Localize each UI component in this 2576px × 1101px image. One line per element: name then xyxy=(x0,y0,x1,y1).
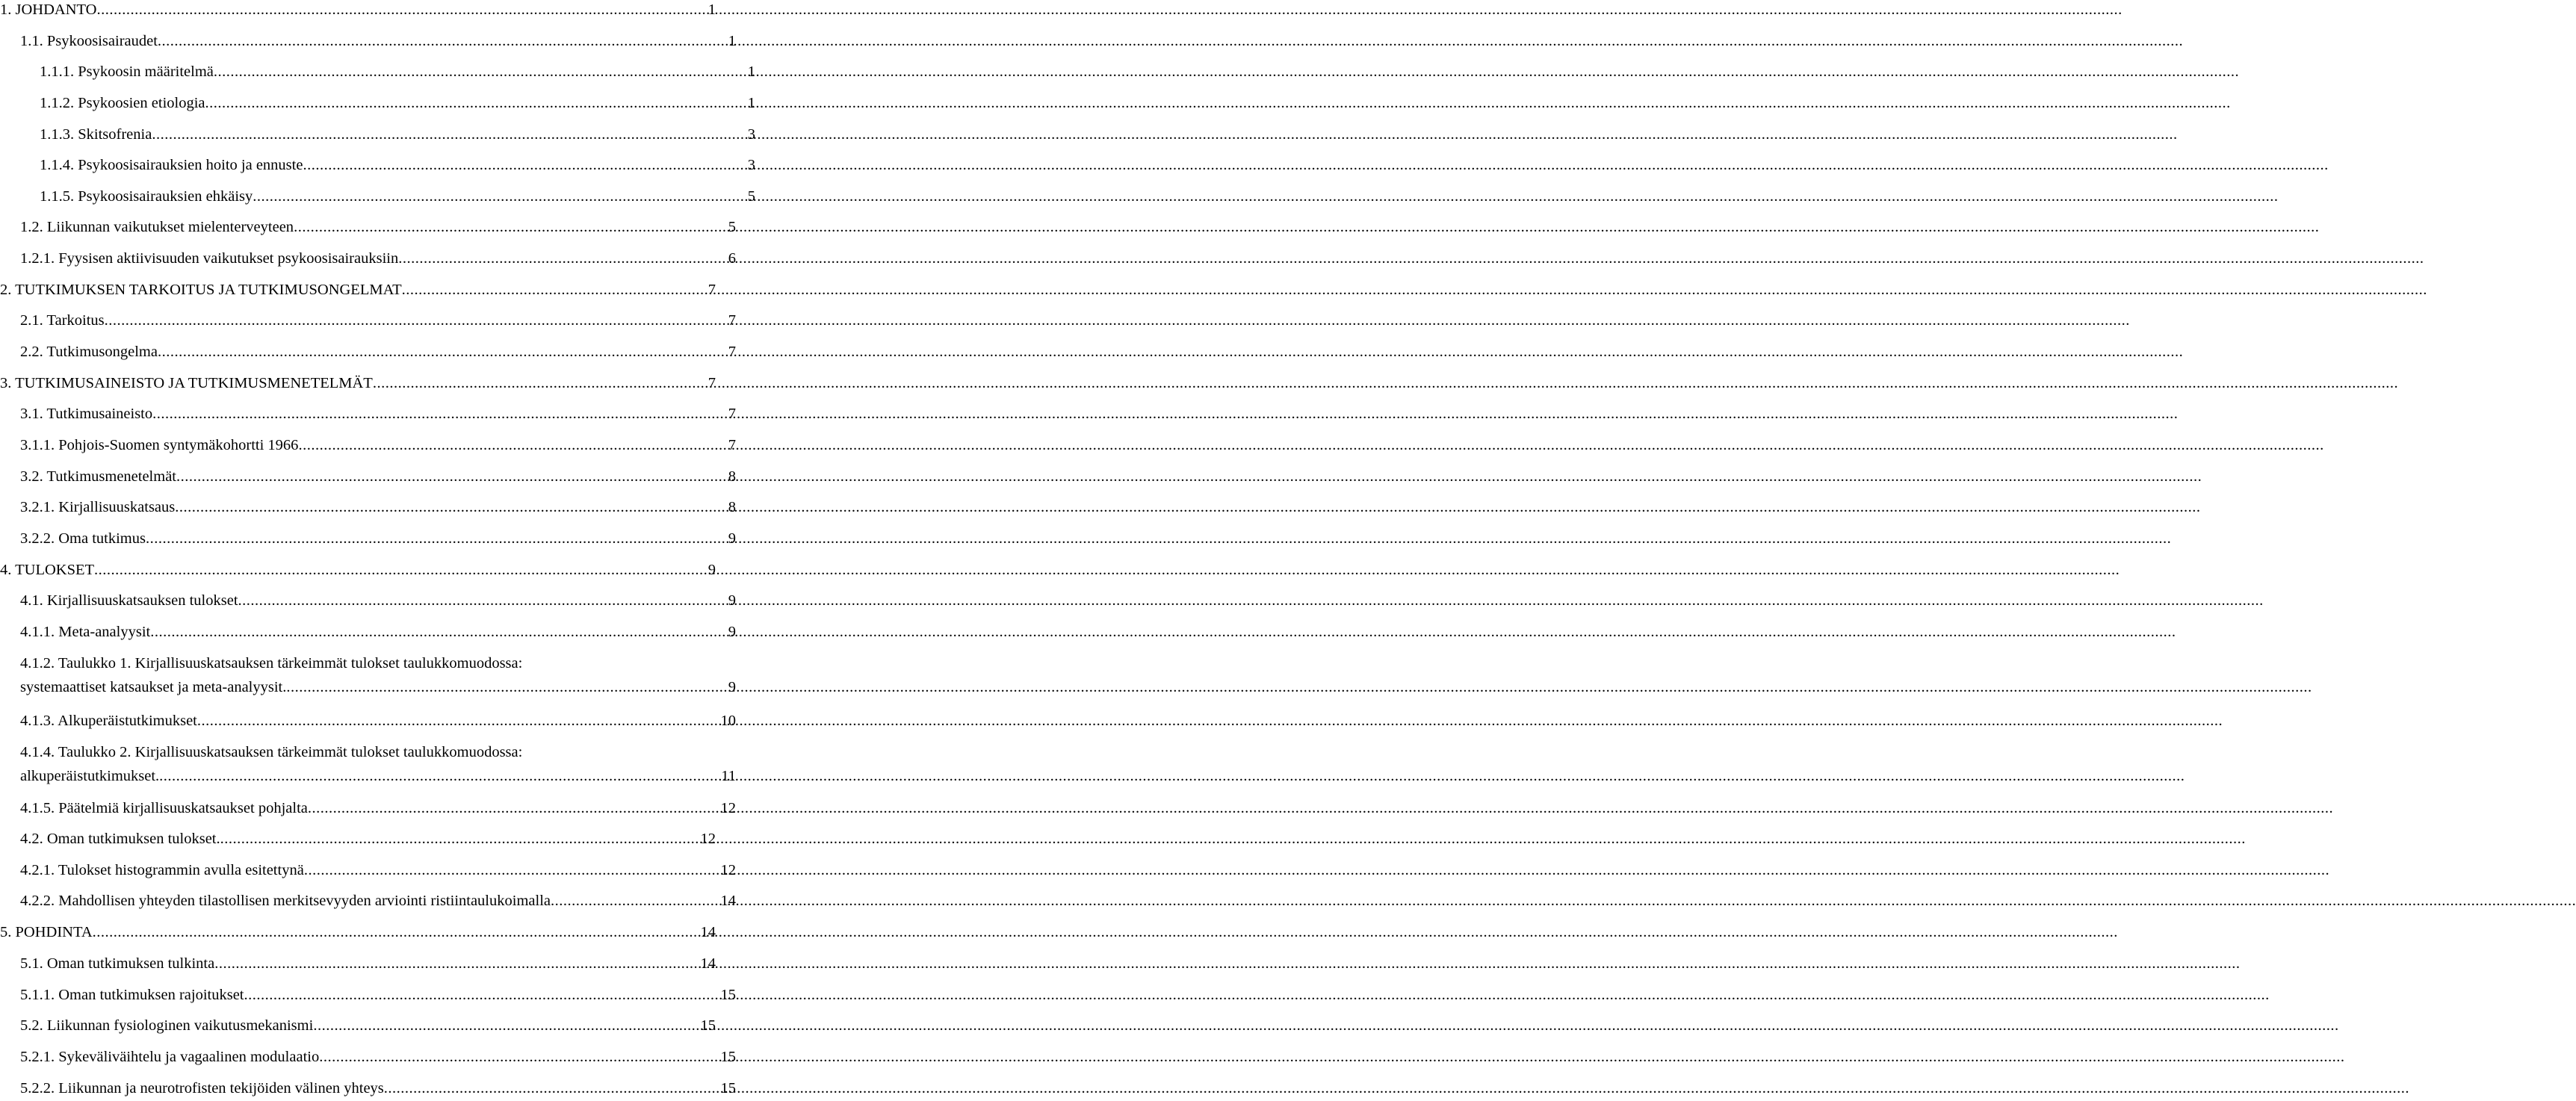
toc-entry[interactable] xyxy=(0,218,736,236)
toc-entry-page: 5 xyxy=(728,219,736,235)
toc-leader-dots xyxy=(152,405,728,423)
toc-leader-dots xyxy=(152,125,746,143)
toc-leader-dots xyxy=(286,678,727,696)
toc-entry-page: 15 xyxy=(720,987,736,1003)
toc-entry[interactable] xyxy=(0,654,736,696)
toc-entry-page: 12 xyxy=(720,800,736,816)
toc-entry[interactable] xyxy=(0,405,736,423)
toc-entry[interactable] xyxy=(0,281,716,299)
toc-entry[interactable] xyxy=(0,436,736,454)
toc-entry[interactable] xyxy=(0,32,736,50)
toc-entry-title: 1.1.3. Skitsofrenia xyxy=(40,126,152,143)
toc-entry-title: 1.1.2. Psykoosien etiologia xyxy=(40,95,205,111)
toc-entry-title: 3.2.1. Kirjallisuuskatsaus xyxy=(20,499,176,515)
toc-entry-page: 9 xyxy=(728,679,736,695)
toc-entry-title: 5.2. Liikunnan fysiologinen vaikutusmekanismi xyxy=(20,1017,314,1034)
toc-entry-page: 1 xyxy=(747,63,755,80)
toc-entry-page: 11 xyxy=(721,768,736,784)
toc-entry-title: 4. TULOKSET xyxy=(0,562,95,578)
toc-entry-title: 5.2.2. Liikunnan ja neurotrofisten tekijöiden välinen yhteys xyxy=(20,1080,384,1097)
toc-entry-title: 4.2.2. Mahdollisen yhteyden tilastollisen merkitsevyyden arviointi ristiintaulukoimalla xyxy=(20,893,551,909)
toc-entry[interactable] xyxy=(0,530,736,548)
toc-entry[interactable] xyxy=(0,799,736,817)
toc-entry-title: 1.2.1. Fyysisen aktiivisuuden vaikutukset psykoosisairauksiin xyxy=(20,250,399,267)
toc-leader-dots xyxy=(197,712,720,730)
toc-entry-page: 7 xyxy=(708,282,716,298)
toc-entry-title: 5.2.1. Sykeväliväihtelu ja vagaalinen modulaatio xyxy=(20,1049,320,1065)
toc-leader-dots xyxy=(373,374,708,392)
toc-entry[interactable] xyxy=(0,63,755,81)
toc-entry-title: 4.1.5. Päätelmiä kirjallisuuskatsaukset pohjalta xyxy=(20,800,308,816)
toc-entry[interactable] xyxy=(0,125,755,143)
toc-leader-dots xyxy=(303,156,746,174)
toc-entry[interactable] xyxy=(0,468,736,486)
toc-leader-dots xyxy=(244,986,720,1004)
toc-entry[interactable] xyxy=(0,986,736,1004)
toc-leader-dots xyxy=(298,436,727,454)
toc-entry-title: 1.1. Psykoosisairaudet xyxy=(20,33,158,49)
toc-leader-dots xyxy=(158,32,728,50)
toc-entry[interactable] xyxy=(0,498,736,516)
toc-entry-page: 9 xyxy=(708,562,716,578)
toc-leader-dots xyxy=(176,468,728,486)
toc-entry-title: 4.1.3. Alkuperäistutkimukset xyxy=(20,713,197,729)
toc-entry-title: alkuperäistutkimukset. xyxy=(20,768,160,784)
toc-entry-page: 14 xyxy=(700,955,716,972)
toc-leader-dots xyxy=(150,623,728,641)
toc-entry-title: 1. JOHDANTO xyxy=(0,1,97,18)
toc-entry[interactable] xyxy=(0,923,716,941)
toc-leader-dots xyxy=(205,94,747,112)
toc-entry-page: 9 xyxy=(728,624,736,640)
toc-entry-page: 7 xyxy=(708,375,716,391)
toc-leader-dots xyxy=(294,218,728,236)
toc-entry-title: 1.1.5. Psykoosisairauksien ehkäisy xyxy=(40,188,253,205)
toc-entry-page: 1 xyxy=(728,33,736,49)
toc-entry[interactable] xyxy=(0,561,716,579)
toc-entry[interactable] xyxy=(0,94,755,112)
toc-entry-page: 1 xyxy=(708,1,716,18)
toc-entry-title: 3.1.1. Pohjois-Suomen syntymäkohortti 1966 xyxy=(20,437,299,453)
toc-leader-dots xyxy=(304,861,720,879)
toc-entry-page: 3 xyxy=(747,157,755,173)
toc-entry-heading: 4.1.2. Taulukko 1. Kirjallisuuskatsauksen tärkeimmät tulokset taulukkomuodossa: xyxy=(20,655,523,672)
toc-leader-dots xyxy=(551,892,720,910)
toc-entry-title: 2. TUTKIMUKSEN TARKOITUS JA TUTKIMUSONGELMAT xyxy=(0,282,402,298)
toc-leader-dots xyxy=(158,343,728,361)
toc-leader-dots xyxy=(94,561,708,579)
toc-entry-page: 14 xyxy=(720,893,736,909)
toc-entry[interactable] xyxy=(0,592,736,610)
toc-entry-page: 15 xyxy=(720,1049,736,1065)
toc-entry-title: 4.1. Kirjallisuuskatsauksen tulokset xyxy=(20,592,238,609)
toc-entry[interactable] xyxy=(0,311,736,329)
toc-leader-dots xyxy=(214,955,699,973)
toc-entry-page: 15 xyxy=(720,1080,736,1097)
toc-entry-title: 4.2.1. Tulokset histogrammin avulla esitettynä xyxy=(20,862,304,878)
toc-entry[interactable] xyxy=(0,1048,736,1066)
toc-leader-dots xyxy=(96,1,707,19)
toc-entry-title: 3.2.2. Oma tutkimus xyxy=(20,530,146,547)
toc-leader-dots xyxy=(253,187,746,205)
toc-entry-page: 7 xyxy=(728,406,736,422)
toc-entry-title: 4.1.1. Meta-analyysit xyxy=(20,624,151,640)
toc-entry-page: 10 xyxy=(720,713,736,729)
toc-entry[interactable] xyxy=(0,623,736,641)
toc-entry-title: systemaattiset katsaukset ja meta-analyysit. xyxy=(20,679,287,695)
toc-entry-page: 7 xyxy=(728,437,736,453)
toc-entry-title: 3. TUTKIMUSAINEISTO JA TUTKIMUSMENETELMÄT xyxy=(0,375,373,391)
toc-entry[interactable] xyxy=(0,156,755,174)
toc-entry-heading: 4.1.4. Taulukko 2. Kirjallisuuskatsauksen tärkeimmät tulokset taulukkomuodossa: xyxy=(20,744,523,760)
toc-leader-dots xyxy=(159,767,720,785)
toc-entry[interactable] xyxy=(0,1017,716,1035)
toc-entry[interactable] xyxy=(0,1,716,19)
toc-entry[interactable] xyxy=(0,343,736,361)
toc-entry-title: 2.2. Tutkimusongelma xyxy=(20,344,158,360)
toc-leader-dots xyxy=(238,592,728,610)
toc-entry-page: 15 xyxy=(700,1017,716,1034)
toc-entry[interactable] xyxy=(0,955,716,973)
toc-entry[interactable] xyxy=(0,861,736,879)
toc-entry[interactable] xyxy=(0,892,736,910)
toc-entry-page: 12 xyxy=(720,862,736,878)
toc-entry-title: 5.1.1. Oman tutkimuksen rajoitukset xyxy=(20,987,244,1003)
toc-leader-dots xyxy=(384,1079,720,1097)
toc-entry-title: 1.1.4. Psykoosisairauksien hoito ja ennuste xyxy=(40,157,303,173)
toc-entry-page: 6 xyxy=(728,250,736,267)
toc-entry[interactable] xyxy=(0,712,736,730)
toc-leader-dots xyxy=(175,498,727,516)
toc-entry-title: 1.1.1. Psykoosin määritelmä xyxy=(40,63,214,80)
toc-entry-page: 9 xyxy=(728,530,736,547)
toc-entry-title: 3.1. Tutkimusaineisto xyxy=(20,406,153,422)
toc-entry-title: 5. POHDINTA xyxy=(0,924,93,940)
toc-entry-page: 8 xyxy=(728,468,736,485)
toc-entry-page: 8 xyxy=(728,499,736,515)
toc-leader-dots xyxy=(398,249,728,267)
toc-leader-dots xyxy=(308,799,720,817)
toc-entry-title: 2.1. Tarkoitus xyxy=(20,312,105,329)
toc-entry-title: 1.2. Liikunnan vaikutukset mielenterveyteen xyxy=(20,219,294,235)
toc-leader-dots xyxy=(105,311,728,329)
toc-entry-page: 12 xyxy=(700,831,716,847)
toc-leader-dots xyxy=(220,830,700,848)
toc-entry-title: 5.1. Oman tutkimuksen tulkinta xyxy=(20,955,215,972)
toc-entry[interactable] xyxy=(0,830,716,848)
toc-entry-page: 7 xyxy=(728,344,736,360)
toc-entry-page: 1 xyxy=(747,95,755,111)
toc-entry[interactable] xyxy=(0,187,755,205)
toc-entry[interactable] xyxy=(0,1079,736,1097)
toc-leader-dots xyxy=(313,1017,699,1035)
toc-entry[interactable] xyxy=(0,249,736,267)
toc-leader-dots xyxy=(214,63,747,81)
toc-entry-page: 3 xyxy=(747,126,755,143)
toc-leader-dots xyxy=(146,530,728,548)
toc-leader-dots xyxy=(93,923,700,941)
toc-leader-dots xyxy=(319,1048,719,1066)
toc-entry[interactable] xyxy=(0,743,736,785)
toc-entry-title: 4.2. Oman tutkimuksen tulokset. xyxy=(20,831,220,847)
toc-entry-page: 7 xyxy=(728,312,736,329)
toc-entry[interactable] xyxy=(0,374,716,392)
toc-leader-dots xyxy=(402,281,708,299)
toc-entry-page: 9 xyxy=(728,592,736,609)
toc-entry-page: 14 xyxy=(700,924,716,940)
toc-entry-title: 3.2. Tutkimusmenetelmät xyxy=(20,468,176,485)
toc-entry-page: 5 xyxy=(747,188,755,205)
